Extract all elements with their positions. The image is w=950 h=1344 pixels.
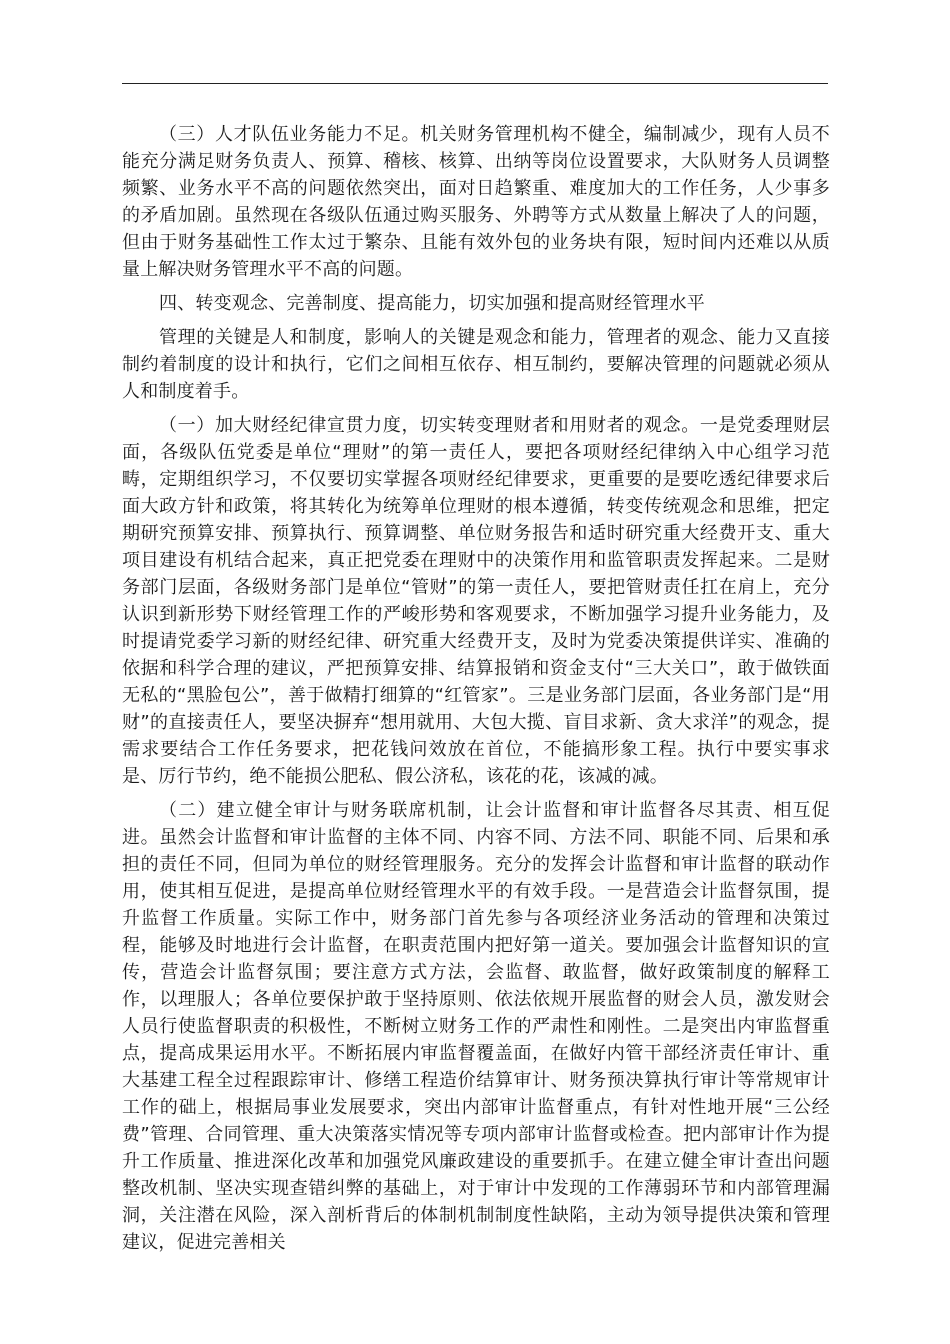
document-body [122,121,830,1263]
paragraph-discipline-publicity: （一）加大财经纪律宣贯力度，切实转变理财者和用财者的观念。一是党委理财层面，各级队伍党委是单位“理财”的第一责任人，要把各项财经纪律纳入中心组学习范畴，定期组织学习，不仅要切实掌握各项财经纪律要求，更重要的是要吃透纪律要求后面大政方针和政策，将其转化为统筹单位理财的根本遵循，转变传统观念和思维，把定期研究预算安排、预算执行、预算调整、单位财务报告和适时研究重大经费开支、重大项目建设有机结合起来，真正把党委在理财中的决策作用和监管职责发挥起来。二是财务部门层面，各级财务部门是单位“管财”的第一责任人，要把管财责任扛在肩上，充分认识到新形势下财经管理工作的严峻形势和客观要求，不断加强学习提升业务能力，及时提请党委学习新的财经纪律、研究重大经费开支，及时为党委决策提供详实、准确的依据和科学合理的建议，严把预算安排、结算报销和资金支付“三大关口”，敢于做铁面无私的“黑脸包公”，善于做精打细算的“红管家”。三是业务部门层面，各业务部门是“用财”的直接责任人，要坚决摒弃“想用就用、大包大揽、盲目求新、贪大求洋”的观念，提需求要结合工作任务要求，把花钱问效放在首位，不能搞形象工程。执行中要实事求是、厉行节约，绝不能损公肥私、假公济私，该花的花，该减的减。 [122,415,830,787]
paragraph-audit-finance-mechanism: （二）建立健全审计与财务联席机制，让会计监督和审计监督各尽其责、相互促进。虽然会计监督和审计监督的主体不同、内容不同、方法不同、职能不同、后果和承担的责任不同，但同为单位的财经管理服务。充分的发挥会计监督和审计监督的联动作用，使其相互促进，是提高单位财经管理水平的有效手段。一是营造会计监督氛围，提升监督工作质量。实际工作中，财务部门首先参与各项经济业务活动的管理和决策过程，能够及时地进行会计监督，在职责范围内把好第一道关。要加强会计监督知识的宣传，营造会计监督氛围；要注意方式方法，会监督、敢监督，做好政策制度的解释工作，以理服人；各单位要保护敢于坚持原则、依法依规开展监督的财会人员，激发财会人员行使监督职责的积极性，不断树立财务工作的严肃性和刚性。二是突出内审监督重点，提高成果运用水平。不断拓展内审监督覆盖面，在做好内管干部经济责任审计、重大基建工程全过程跟踪审计、修缮工程造价结算审计、财务预决算执行审计等常规审计工作的础上，根据局事业发展要求，突出内部审计监督重点，有针对性地开展“三公经费”管理、合同管理、重大决策落实情况等专项内部审计监督或检查。把内部审计作为提升工作质量、推进深化改革和加强党风廉政建设的重要抓手。在建立健全审计查出问题整改机制、坚决实现查错纠弊的基础上，对于审计中发现的工作薄弱环节和内部管理漏洞，关注潜在风险，深入剖析背后的体制机制制度性缺陷，主动为领导提供决策和管理建议，促进完善相关 [122,800,830,1253]
section-heading-four: 四、转变观念、完善制度、提高能力，切实加强和提高财经管理水平 [159,293,705,314]
paragraph-management-key: 管理的关键是人和制度，影响人的关键是观念和能力，管理者的观念、能力又直接制约着制度的设计和执行，它们之间相互依存、相互制约，要解决管理的问题就必须从人和制度着手。 [122,327,830,402]
paragraph-talent-shortage: （三）人才队伍业务能力不足。机关财务管理机构不健全，编制减少，现有人员不能充分满足财务负责人、预算、稽核、核算、出纳等岗位设置要求，大队财务人员调整频繁、业务水平不高的问题依然突出，面对日趋繁重、难度加大的工作任务，人少事多的矛盾加剧。虽然现在各级队伍通过购买服务、外聘等方式从数量上解决了人的问题，但由于财务基础性工作太过于繁杂、且能有效外包的业务块有限，短时间内还难以从质量上解决财务管理水平不高的问题。 [122,124,830,280]
header-rule [122,83,828,84]
